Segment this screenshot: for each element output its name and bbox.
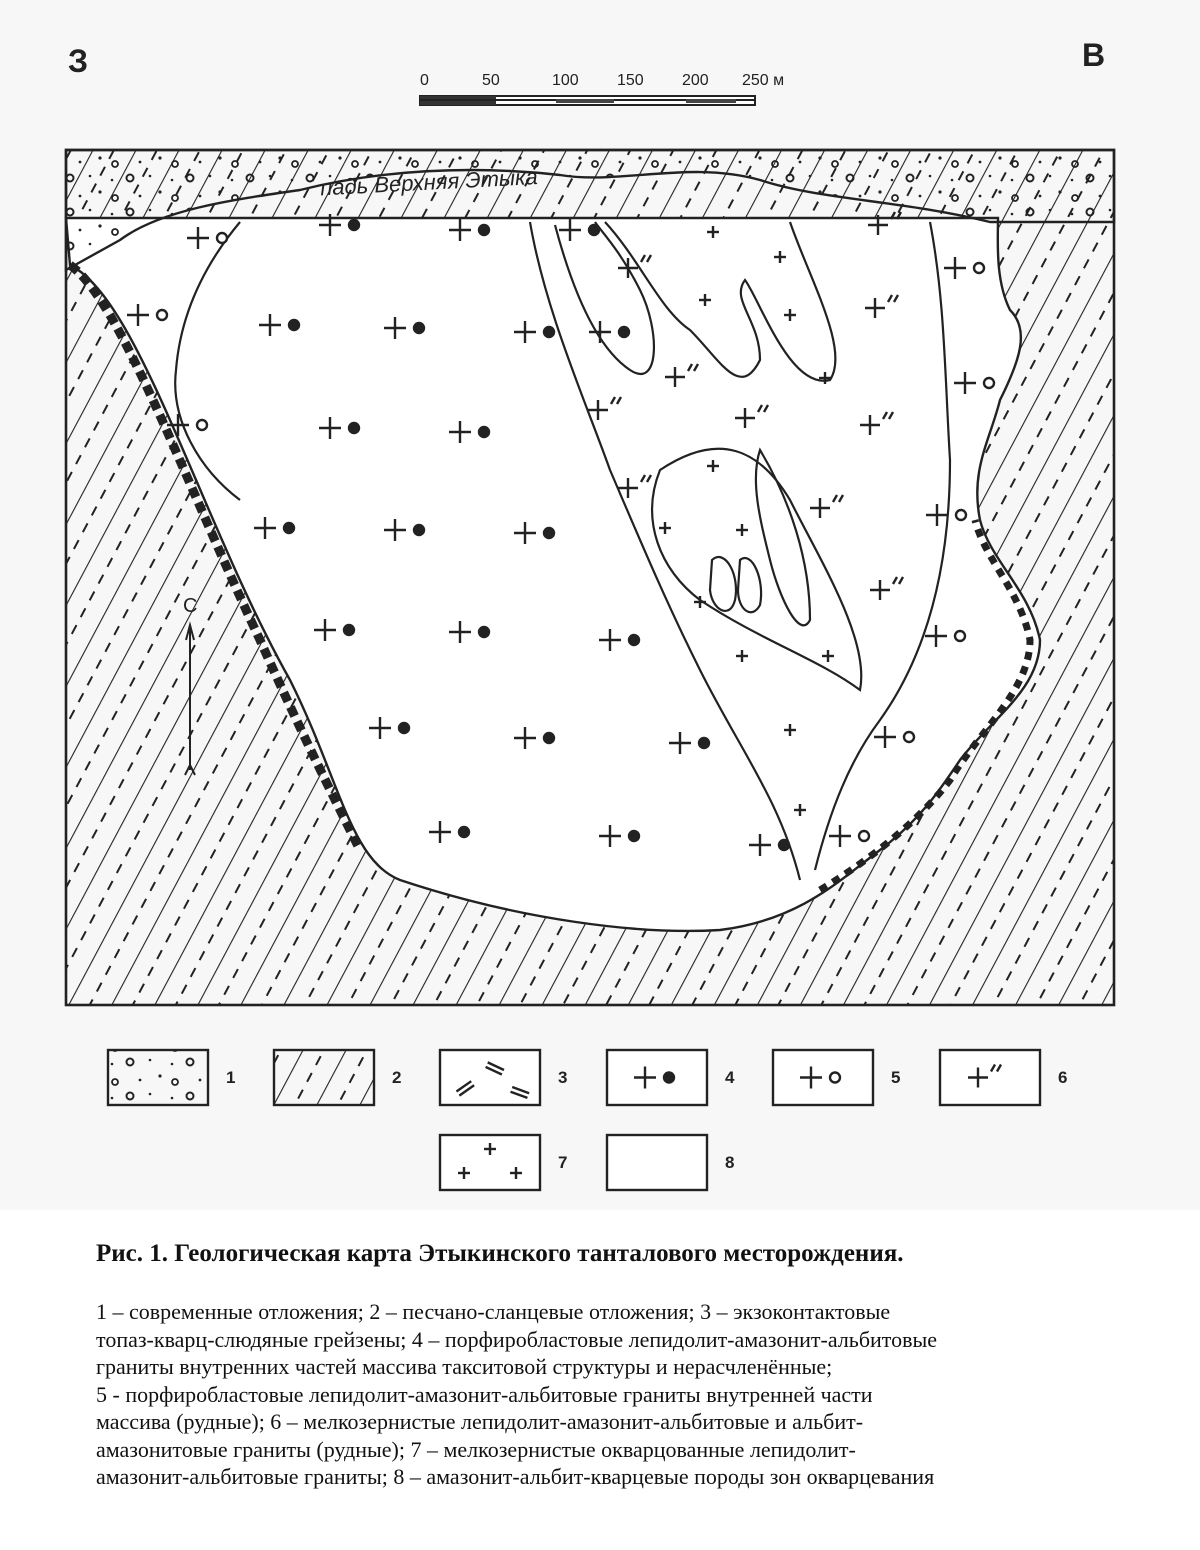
legend-number: 6 <box>1058 1068 1068 1087</box>
legend-swatch <box>940 1050 1040 1105</box>
caption-line: граниты внутренних частей массива такситовой структуры и нерасчленённые; <box>96 1354 833 1379</box>
corner-right-label: В <box>1082 37 1106 73</box>
scale-tick-label: 200 <box>682 72 709 89</box>
legend-number: 2 <box>392 1068 402 1087</box>
legend-number: 7 <box>558 1153 568 1172</box>
legend-swatch <box>607 1050 707 1105</box>
map-frame <box>66 150 1114 1005</box>
legend-item-6 <box>940 1050 1067 1105</box>
scale-bar <box>420 72 784 105</box>
legend-item-3 <box>440 1050 567 1105</box>
legend-number: 8 <box>725 1153 735 1172</box>
legend-swatch <box>773 1050 873 1105</box>
figure-caption <box>96 1240 1126 1491</box>
caption-title: Рис. 1. Геологическая карта Этыкинского танталового месторождения. <box>96 1240 904 1267</box>
caption-line: 5 - порфиробластовые лепидолит-амазонит-альбитовые граниты внутренней части <box>96 1381 873 1407</box>
caption-line: массива (рудные); 6 – мелкозернистые лепидолит-амазонит-альбитовые и альбит- <box>96 1409 864 1434</box>
legend-number: 1 <box>226 1068 236 1087</box>
legend-swatch <box>108 1050 208 1105</box>
legend-swatch <box>274 1050 374 1105</box>
svg-text:С: С <box>183 595 198 617</box>
legend-item-5 <box>773 1050 900 1105</box>
legend-number: 3 <box>558 1068 568 1087</box>
corner-left-label: З <box>68 43 89 79</box>
legend-item-2 <box>274 1050 401 1105</box>
legend-number: 4 <box>725 1068 735 1087</box>
scale-tick-label: 150 <box>617 72 644 89</box>
scale-tick-label: 50 <box>482 72 500 89</box>
legend-item-4 <box>607 1050 735 1105</box>
legend-swatch <box>607 1135 707 1190</box>
legend-item-7 <box>440 1135 567 1190</box>
scale-tick-label: 0 <box>420 72 429 89</box>
scale-tick-label: 250 м <box>742 72 785 89</box>
valley-label: падь Верхняя Этыка <box>319 163 539 201</box>
caption-line: топаз-кварц-слюдяные грейзены; 4 – порфиробластовые лепидолит-амазонит-альбитовые <box>96 1326 938 1352</box>
legend-item-8 <box>607 1135 734 1190</box>
caption-line: амазонитовые граниты (рудные); 7 – мелкозернистые окварцованные лепидолит- <box>96 1436 856 1462</box>
legend-number: 5 <box>891 1068 901 1087</box>
scale-tick-label: 100 <box>552 72 579 89</box>
map-legend <box>108 1050 1067 1190</box>
caption-line: амазонит-альбитовые граниты; 8 – амазонит-альбит-кварцевые породы зон окварцевания <box>96 1464 935 1489</box>
caption-legend-text <box>96 1298 1126 1491</box>
caption-line: 1 – современные отложения; 2 – песчано-сланцевые отложения; 3 – экзоконтактовые <box>96 1299 891 1324</box>
legend-item-1 <box>108 1050 235 1105</box>
